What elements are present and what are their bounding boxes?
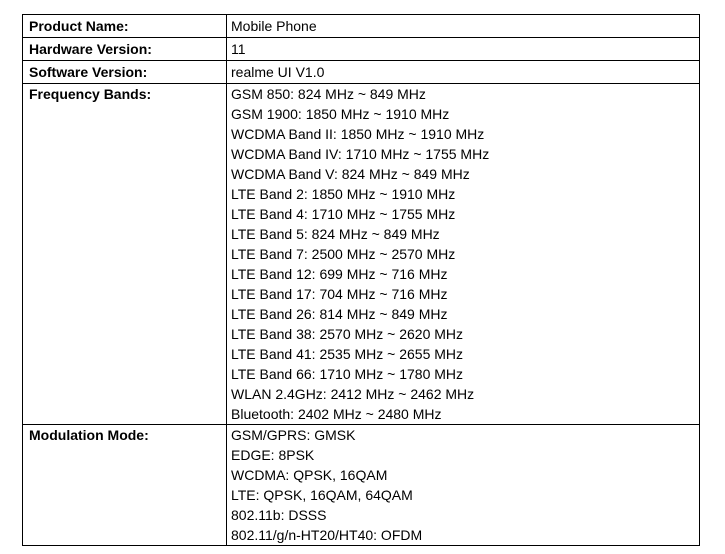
frequency-band-item: LTE Band 26: 814 MHz ~ 849 MHz: [231, 306, 448, 322]
frequency-band-item: WCDMA Band II: 1850 MHz ~ 1910 MHz: [231, 126, 485, 142]
modulation-item: 802.11/g/n-HT20/HT40: OFDM: [231, 527, 423, 543]
frequency-band-item: LTE Band 2: 1850 MHz ~ 1910 MHz: [231, 186, 456, 202]
modulation-item: 802.11b: DSSS: [231, 507, 327, 523]
frequency-band-item: LTE Band 4: 1710 MHz ~ 1755 MHz: [231, 206, 456, 222]
software-version-label: Software Version:: [23, 61, 227, 84]
product-name-label: Product Name:: [23, 15, 227, 38]
software-version-value: realme UI V1.0: [227, 61, 700, 84]
frequency-band-item: LTE Band 7: 2500 MHz ~ 2570 MHz: [231, 246, 456, 262]
row-frequency-bands: [23, 84, 700, 425]
frequency-band-item: GSM 850: 824 MHz ~ 849 MHz: [231, 86, 426, 102]
frequency-band-item: WCDMA Band V: 824 MHz ~ 849 MHz: [231, 166, 470, 182]
frequency-band-item: LTE Band 17: 704 MHz ~ 716 MHz: [231, 286, 448, 302]
modulation-mode-values: [227, 425, 700, 546]
frequency-band-item: Bluetooth: 2402 MHz ~ 2480 MHz: [231, 406, 442, 422]
spec-table: [22, 14, 700, 546]
frequency-bands-values: [227, 84, 700, 425]
frequency-bands-label-text: Frequency Bands:: [29, 86, 152, 102]
row-hardware-version: [23, 38, 700, 61]
modulation-mode-label-text: Modulation Mode:: [29, 427, 149, 443]
hardware-version-value: 11: [227, 38, 700, 61]
frequency-band-item: LTE Band 38: 2570 MHz ~ 2620 MHz: [231, 326, 464, 342]
row-software-version: [23, 61, 700, 84]
frequency-band-item: LTE Band 66: 1710 MHz ~ 1780 MHz: [231, 366, 464, 382]
hardware-version-label: Hardware Version:: [23, 38, 227, 61]
modulation-item: WCDMA: QPSK, 16QAM: [231, 467, 388, 483]
row-product-name: [23, 15, 700, 38]
row-modulation-mode: [23, 425, 700, 546]
modulation-item: LTE: QPSK, 16QAM, 64QAM: [231, 487, 413, 503]
product-name-value: Mobile Phone: [227, 15, 700, 38]
frequency-bands-label: [23, 84, 227, 425]
modulation-mode-label: [23, 425, 227, 546]
modulation-item: GSM/GPRS: GMSK: [231, 427, 356, 443]
frequency-band-item: GSM 1900: 1850 MHz ~ 1910 MHz: [231, 106, 450, 122]
frequency-band-item: WCDMA Band IV: 1710 MHz ~ 1755 MHz: [231, 146, 490, 162]
frequency-band-item: LTE Band 12: 699 MHz ~ 716 MHz: [231, 266, 448, 282]
frequency-band-item: WLAN 2.4GHz: 2412 MHz ~ 2462 MHz: [231, 386, 475, 402]
modulation-item: EDGE: 8PSK: [231, 447, 315, 463]
frequency-band-item: LTE Band 5: 824 MHz ~ 849 MHz: [231, 226, 440, 242]
frequency-band-item: LTE Band 41: 2535 MHz ~ 2655 MHz: [231, 346, 464, 362]
